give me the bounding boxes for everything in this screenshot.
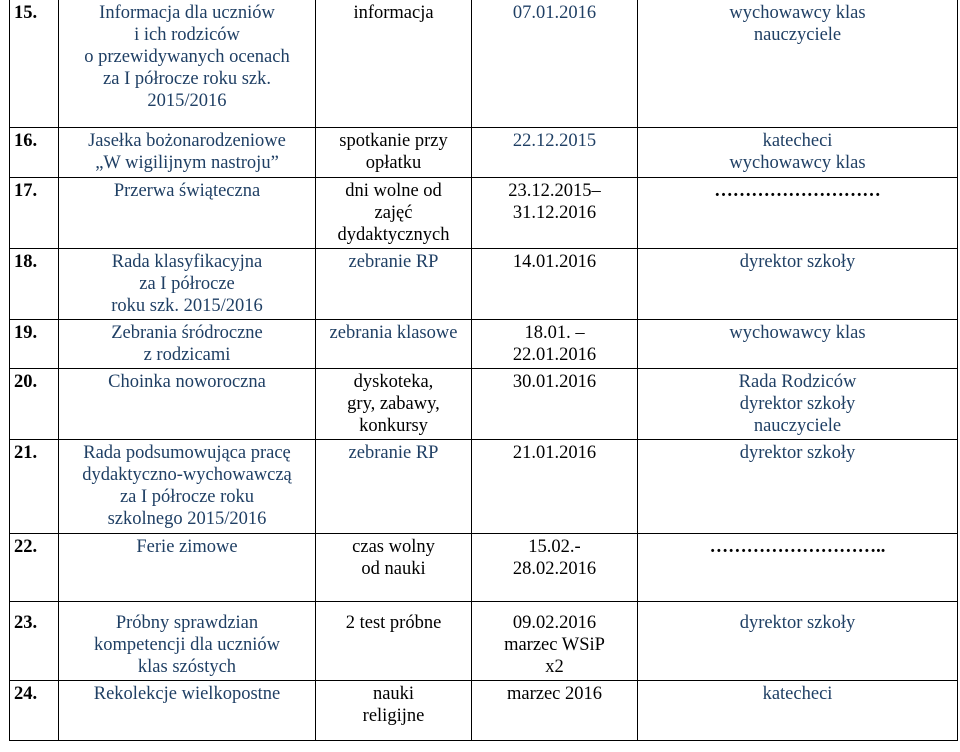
event-name [59, 177, 316, 248]
responsible-person [638, 0, 958, 127]
responsible-person-line: dyrektor szkoły [739, 251, 856, 272]
responsible-person [638, 601, 958, 680]
responsible-person-line: nauczyciele [753, 25, 842, 45]
event-form [316, 0, 472, 127]
event-date [472, 127, 638, 177]
event-form [316, 601, 472, 680]
event-form [316, 439, 472, 533]
event-name-line: Jasełka bożonarodzeniowe [88, 130, 286, 151]
event-form-line: religijne [362, 705, 425, 726]
table-row [10, 0, 958, 127]
responsible-person [638, 127, 958, 177]
event-date-line: 30.01.2016 [512, 371, 597, 392]
table-row [10, 439, 958, 533]
event-form-line: dni wolne od [345, 180, 442, 201]
row-number: 18. [10, 248, 59, 319]
event-form [316, 680, 472, 740]
event-form-line: 2 test próbne [345, 612, 442, 633]
responsible-person [638, 680, 958, 740]
row-number: 19. [10, 319, 59, 368]
event-date-line: 22.12.2015 [512, 130, 597, 151]
event-date-line: 22.01.2016 [512, 344, 597, 365]
row-number: 21. [10, 439, 59, 533]
responsible-person-line: ……………………… [714, 180, 881, 201]
event-name-line: dydaktyczno-wychowawczą [82, 464, 292, 485]
event-form-line: zebranie RP [348, 442, 439, 463]
responsible-person-line: wychowawcy klas [729, 322, 866, 343]
event-form-line: spotkanie przy [339, 130, 448, 151]
event-form-line: konkursy [359, 415, 428, 436]
event-date [472, 533, 638, 601]
event-date-line: x2 [545, 656, 564, 677]
table-row [10, 319, 958, 368]
row-number: 24. [10, 680, 59, 740]
schedule-body [10, 0, 958, 740]
event-name [59, 319, 316, 368]
table-row [10, 601, 958, 680]
event-name-line: kompetencji dla uczniów [94, 634, 280, 655]
event-date-line: 15.02.- [528, 536, 581, 557]
event-form [316, 533, 472, 601]
event-form-line: nauki [372, 683, 415, 704]
event-name [59, 439, 316, 533]
event-form-line: dyskoteka, [353, 371, 434, 392]
table-row [10, 368, 958, 439]
responsible-person-line: dyrektor szkoły [739, 612, 856, 633]
event-form-line: od nauki [361, 558, 426, 579]
event-name [59, 248, 316, 319]
event-date-line: 31.12.2016 [512, 202, 597, 223]
event-name-line: Informacja dla uczniów [99, 3, 275, 23]
event-date [472, 601, 638, 680]
responsible-person-line: ……………………….. [709, 536, 886, 557]
table-row [10, 680, 958, 740]
table-row [10, 127, 958, 177]
event-date [472, 0, 638, 127]
event-name-line: roku szk. 2015/2016 [111, 295, 263, 316]
event-form-line: zajęć [374, 202, 413, 223]
event-name-line: i ich rodziców [134, 25, 240, 45]
event-date-line: 14.01.2016 [512, 251, 597, 272]
table-row [10, 533, 958, 601]
responsible-person-line: nauczyciele [753, 415, 842, 436]
row-number: 23. [10, 601, 59, 680]
event-form-line: informacja [353, 3, 434, 23]
event-date-line: 28.02.2016 [512, 558, 597, 579]
event-name-line: Ferie zimowe [136, 536, 238, 557]
event-name-line: 2015/2016 [147, 91, 227, 111]
row-number: 20. [10, 368, 59, 439]
event-form-line: czas wolny [352, 536, 435, 557]
responsible-person [638, 248, 958, 319]
responsible-person [638, 439, 958, 533]
event-name [59, 533, 316, 601]
event-form-line: dydaktycznych [337, 224, 450, 245]
event-date-line: marzec WSiP [504, 634, 605, 655]
event-form [316, 319, 472, 368]
event-name-line: za I półrocze [139, 273, 235, 294]
event-date [472, 680, 638, 740]
event-date [472, 368, 638, 439]
event-date-line: 21.01.2016 [512, 442, 597, 463]
event-name [59, 368, 316, 439]
event-date [472, 177, 638, 248]
event-name-line: klas szóstych [137, 656, 237, 677]
row-number: 15. [10, 0, 59, 127]
event-name-line: Przerwa świąteczna [113, 180, 261, 201]
event-date [472, 319, 638, 368]
responsible-person [638, 319, 958, 368]
event-date-line: 09.02.2016 [512, 612, 597, 633]
responsible-person-line: katecheci [762, 683, 833, 704]
event-name-line: Rekolekcje wielkopostne [93, 683, 281, 704]
responsible-person [638, 368, 958, 439]
event-form-line: zebranie RP [348, 251, 439, 272]
event-name [59, 127, 316, 177]
event-form-line: opłatku [365, 152, 422, 173]
responsible-person [638, 533, 958, 601]
school-schedule-table [9, 0, 958, 741]
responsible-person-line: wychowawcy klas [729, 152, 866, 173]
responsible-person-line: dyrektor szkoły [739, 442, 856, 463]
table-row [10, 177, 958, 248]
event-form-line: zebrania klasowe [329, 322, 458, 343]
event-name [59, 680, 316, 740]
event-name-line: Rada podsumowująca pracę [83, 442, 291, 463]
event-form [316, 177, 472, 248]
event-name-line: za I półrocze roku [119, 486, 255, 507]
event-date [472, 439, 638, 533]
responsible-person-line: dyrektor szkoły [739, 393, 856, 414]
event-name [59, 0, 316, 127]
event-name-line: szkolnego 2015/2016 [107, 508, 267, 529]
event-name-line: o przewidywanych ocenach [84, 47, 290, 67]
responsible-person [638, 177, 958, 248]
responsible-person-line: Rada Rodziców [738, 371, 857, 392]
event-name-line: Zebrania śródroczne [111, 322, 263, 343]
responsible-person-line: wychowawcy klas [729, 3, 866, 23]
event-form [316, 127, 472, 177]
responsible-person-line: katecheci [762, 130, 833, 151]
event-form [316, 248, 472, 319]
event-date-line: marzec 2016 [506, 683, 603, 704]
row-number: 22. [10, 533, 59, 601]
event-name-line: Rada klasyfikacyjna [111, 251, 263, 272]
event-name-line: z rodzicami [143, 344, 231, 365]
row-number: 16. [10, 127, 59, 177]
event-name-line: za I półrocze roku szk. [103, 69, 271, 89]
event-date-line: 18.01. – [524, 322, 585, 343]
row-number: 17. [10, 177, 59, 248]
event-name-line: „W wigilijnym nastroju” [95, 152, 279, 173]
event-name [59, 601, 316, 680]
event-date-line: 07.01.2016 [512, 3, 597, 23]
table-row [10, 248, 958, 319]
event-name-line: Próbny sprawdzian [115, 612, 259, 633]
event-form-line: gry, zabawy, [347, 393, 440, 414]
event-date-line: 23.12.2015– [508, 180, 601, 201]
event-name-line: Choinka noworoczna [108, 371, 266, 392]
event-date [472, 248, 638, 319]
event-form [316, 368, 472, 439]
